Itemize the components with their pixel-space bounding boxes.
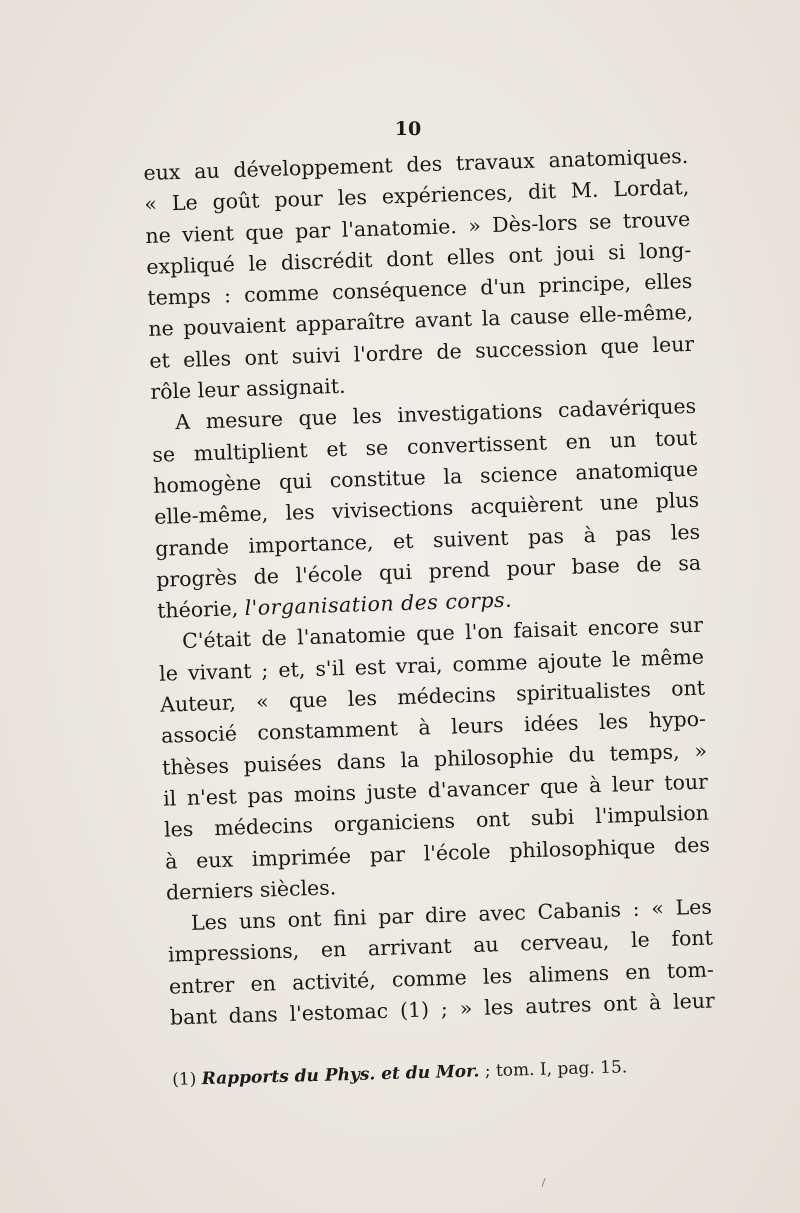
text-line: A mesure que les investigations cadavériques	[174, 394, 697, 435]
text-line: homogène qui constitue la science anatomique	[152, 456, 699, 498]
text-line: Les uns ont fini par dire avec Cabanis : « Les	[190, 894, 713, 935]
footnote-marker: (1)	[172, 1069, 203, 1090]
text-line: les médecins organiciens ont subi l'impulsion	[163, 800, 710, 842]
text-line: temps : comme conséquence d'un principe, elles	[147, 269, 693, 311]
text-line: le vivant ; et, s'il est vrai, comme ajoute le même	[158, 644, 705, 686]
text-line: eux au développement des travaux anatomiques.	[143, 143, 689, 185]
text-line: rôle leur assignait.	[149, 373, 346, 404]
text-line: C'était de l'anatomie que l'on faisait encore sur	[181, 613, 704, 654]
text-line: thèses puisées dans la philosophie du temps, »	[161, 738, 708, 780]
text-line: Auteur, « que les médecins spiritualistes ont	[159, 675, 706, 717]
footnote	[172, 1055, 692, 1090]
text-line: derniers siècles.	[165, 875, 337, 905]
text-line: expliqué le discrédit dont elles ont joui si long-	[146, 237, 692, 279]
text-line: entrer en activité, comme les alimens en tom-	[168, 957, 715, 999]
text-line: elle-même, les vivisections acquièrent une plus	[153, 487, 700, 530]
footnote-reference: ; tom. I, pag. 15.	[479, 1057, 628, 1082]
page-number: 10	[394, 118, 422, 140]
body-text	[143, 141, 715, 1034]
text-line: associé constamment à leurs idées les hypo-	[160, 706, 707, 749]
text-line: et elles ont suivi l'ordre de succession que leur	[148, 331, 695, 373]
footnote-title: Rapports du Phys. et du Mor.	[201, 1061, 480, 1090]
text-line: progrès de l'école qui prend pour base de sa	[155, 550, 702, 592]
text-line: à eux imprimée par l'école philosophique des	[164, 832, 711, 874]
text-span: théorie,	[156, 596, 246, 623]
italic-phrase: l'organisation des corps.	[244, 587, 513, 621]
text-line: bant dans l'estomac (1) ; » les autres ont à leur	[169, 988, 716, 1030]
text-line: grande importance, et suivent pas à pas les	[154, 519, 701, 561]
text-line: ne pouvaient apparaître avant la cause elle-même,	[148, 300, 694, 342]
text-line: impressions, en arrivant au cerveau, le font	[167, 925, 714, 968]
text-line: se multiplient et se convertissent en un tout	[151, 425, 698, 467]
text-line: il n'est pas moins juste d'avancer que à leur tour	[162, 769, 709, 811]
text-line: ne vient que par l'anatomie. » Dès-lors se trouve	[145, 206, 691, 248]
paper-speck	[541, 1178, 545, 1187]
text-line: « Le goût pour les expériences, dit M. Lordat,	[144, 175, 690, 217]
